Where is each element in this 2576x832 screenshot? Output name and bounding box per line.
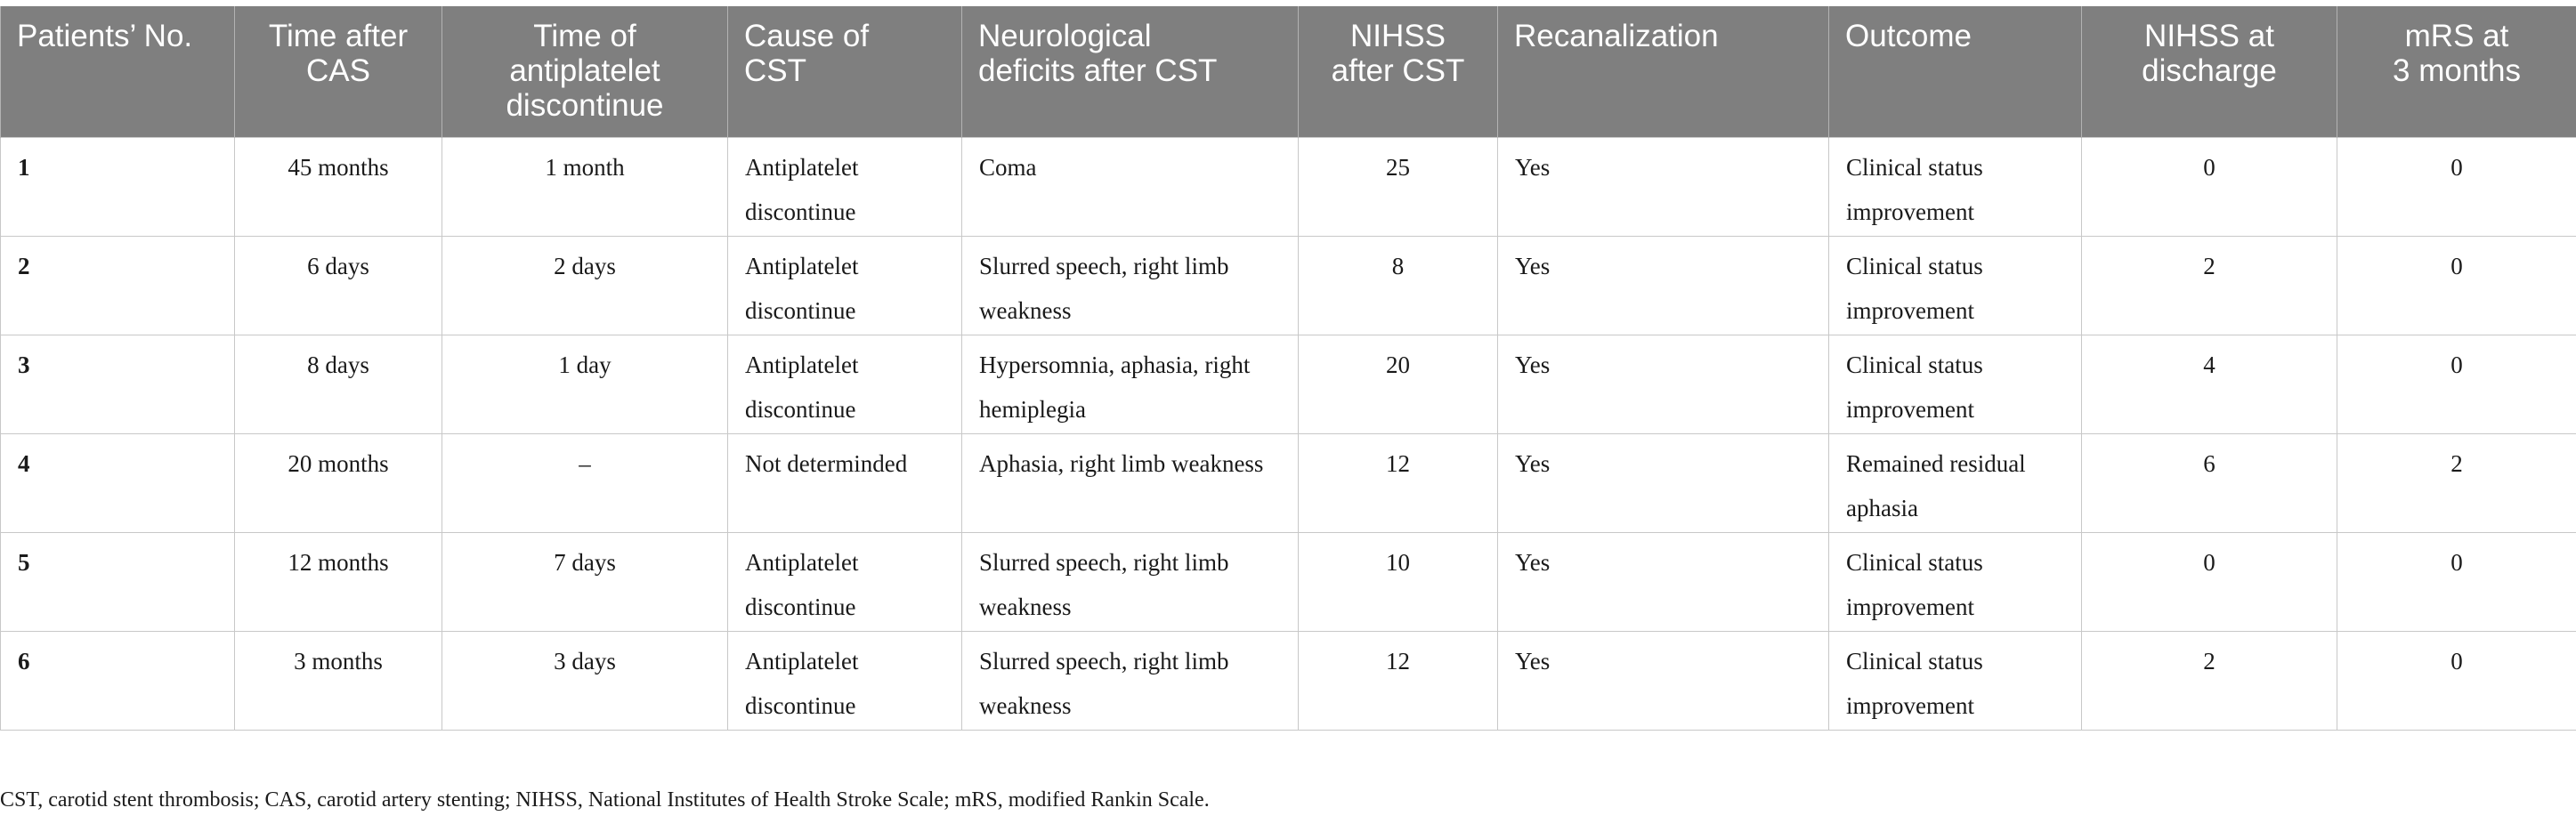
cell-outcome: Remained residual aphasia (1829, 433, 2082, 532)
cell-outcome: Clinical status improvement (1829, 532, 2082, 631)
cell-patient-no: 3 (1, 335, 235, 433)
cell-cause-of-cst: Antiplatelet discontinue (728, 137, 962, 236)
cell-neurological-deficits: Slurred speech, right limb weakness (962, 236, 1299, 335)
header-time-after-cas: Time after CAS (235, 6, 442, 137)
cell-mrs-at-3-months: 0 (2337, 532, 2576, 631)
cell-mrs-at-3-months: 0 (2337, 137, 2576, 236)
cell-patient-no: 1 (1, 137, 235, 236)
table-row (1, 335, 2576, 433)
cell-patient-no: 2 (1, 236, 235, 335)
header-time-of-antiplatelet-discontinue: Time of antiplatelet discontinue (442, 6, 728, 137)
cell-cause-of-cst: Antiplatelet discontinue (728, 236, 962, 335)
cell-nihss-after-cst: 25 (1299, 137, 1498, 236)
table-row (1, 631, 2576, 730)
cell-neurological-deficits: Slurred speech, right limb weakness (962, 631, 1299, 730)
cell-nihss-at-discharge: 2 (2082, 631, 2337, 730)
table-row (1, 137, 2576, 236)
cell-nihss-at-discharge: 2 (2082, 236, 2337, 335)
table-body (1, 137, 2576, 730)
cell-cause-of-cst: Not determinded (728, 433, 962, 532)
table-row (1, 532, 2576, 631)
cell-neurological-deficits: Hypersomnia, aphasia, right hemiplegia (962, 335, 1299, 433)
cell-neurological-deficits: Slurred speech, right limb weakness (962, 532, 1299, 631)
cell-patient-no: 6 (1, 631, 235, 730)
header-outcome: Outcome (1829, 6, 2082, 137)
cell-nihss-after-cst: 10 (1299, 532, 1498, 631)
cell-nihss-at-discharge: 6 (2082, 433, 2337, 532)
cell-recanalization: Yes (1498, 433, 1829, 532)
cell-time-of-antiplatelet-discontinue: 1 month (442, 137, 728, 236)
table-row (1, 236, 2576, 335)
cell-recanalization: Yes (1498, 335, 1829, 433)
cell-patient-no: 5 (1, 532, 235, 631)
cell-nihss-after-cst: 20 (1299, 335, 1498, 433)
cell-cause-of-cst: Antiplatelet discontinue (728, 335, 962, 433)
cell-nihss-after-cst: 8 (1299, 236, 1498, 335)
cell-mrs-at-3-months: 0 (2337, 631, 2576, 730)
header-cause-of-cst: Cause of CST (728, 6, 962, 137)
cell-time-after-cas: 12 months (235, 532, 442, 631)
cell-outcome: Clinical status improvement (1829, 137, 2082, 236)
cell-time-of-antiplatelet-discontinue: 7 days (442, 532, 728, 631)
cell-time-after-cas: 45 months (235, 137, 442, 236)
cell-recanalization: Yes (1498, 236, 1829, 335)
cell-time-after-cas: 6 days (235, 236, 442, 335)
header-nihss-after-cst: NIHSS after CST (1299, 6, 1498, 137)
header-neurological-deficits: Neurological deficits after CST (962, 6, 1299, 137)
header-mrs-at-3-months: mRS at 3 months (2337, 6, 2576, 137)
table-row (1, 433, 2576, 532)
cell-mrs-at-3-months: 2 (2337, 433, 2576, 532)
cell-cause-of-cst: Antiplatelet discontinue (728, 532, 962, 631)
cell-patient-no: 4 (1, 433, 235, 532)
cell-nihss-at-discharge: 0 (2082, 137, 2337, 236)
table-header (1, 6, 2576, 137)
cell-outcome: Clinical status improvement (1829, 631, 2082, 730)
cell-time-of-antiplatelet-discontinue: 3 days (442, 631, 728, 730)
cell-mrs-at-3-months: 0 (2337, 236, 2576, 335)
cell-time-after-cas: 3 months (235, 631, 442, 730)
cell-nihss-after-cst: 12 (1299, 433, 1498, 532)
cell-recanalization: Yes (1498, 137, 1829, 236)
cell-time-of-antiplatelet-discontinue: 2 days (442, 236, 728, 335)
cell-time-of-antiplatelet-discontinue: – (442, 433, 728, 532)
patients-table (0, 6, 2576, 731)
header-patients-no: Patients’ No. (1, 6, 235, 137)
cell-nihss-at-discharge: 0 (2082, 532, 2337, 631)
cell-time-after-cas: 20 months (235, 433, 442, 532)
cell-mrs-at-3-months: 0 (2337, 335, 2576, 433)
header-nihss-at-discharge: NIHSS at discharge (2082, 6, 2337, 137)
header-recanalization: Recanalization (1498, 6, 1829, 137)
cell-time-of-antiplatelet-discontinue: 1 day (442, 335, 728, 433)
cell-time-after-cas: 8 days (235, 335, 442, 433)
cell-outcome: Clinical status improvement (1829, 335, 2082, 433)
table-footnote: CST, carotid stent thrombosis; CAS, carotid artery stenting; NIHSS, National Institutes of Health Stroke Scale; mRS, modified Rankin Scale. (0, 788, 1210, 812)
cell-recanalization: Yes (1498, 631, 1829, 730)
cell-neurological-deficits: Coma (962, 137, 1299, 236)
cell-nihss-at-discharge: 4 (2082, 335, 2337, 433)
cell-cause-of-cst: Antiplatelet discontinue (728, 631, 962, 730)
cell-outcome: Clinical status improvement (1829, 236, 2082, 335)
cell-recanalization: Yes (1498, 532, 1829, 631)
header-row (1, 6, 2576, 137)
cell-nihss-after-cst: 12 (1299, 631, 1498, 730)
cell-neurological-deficits: Aphasia, right limb weakness (962, 433, 1299, 532)
